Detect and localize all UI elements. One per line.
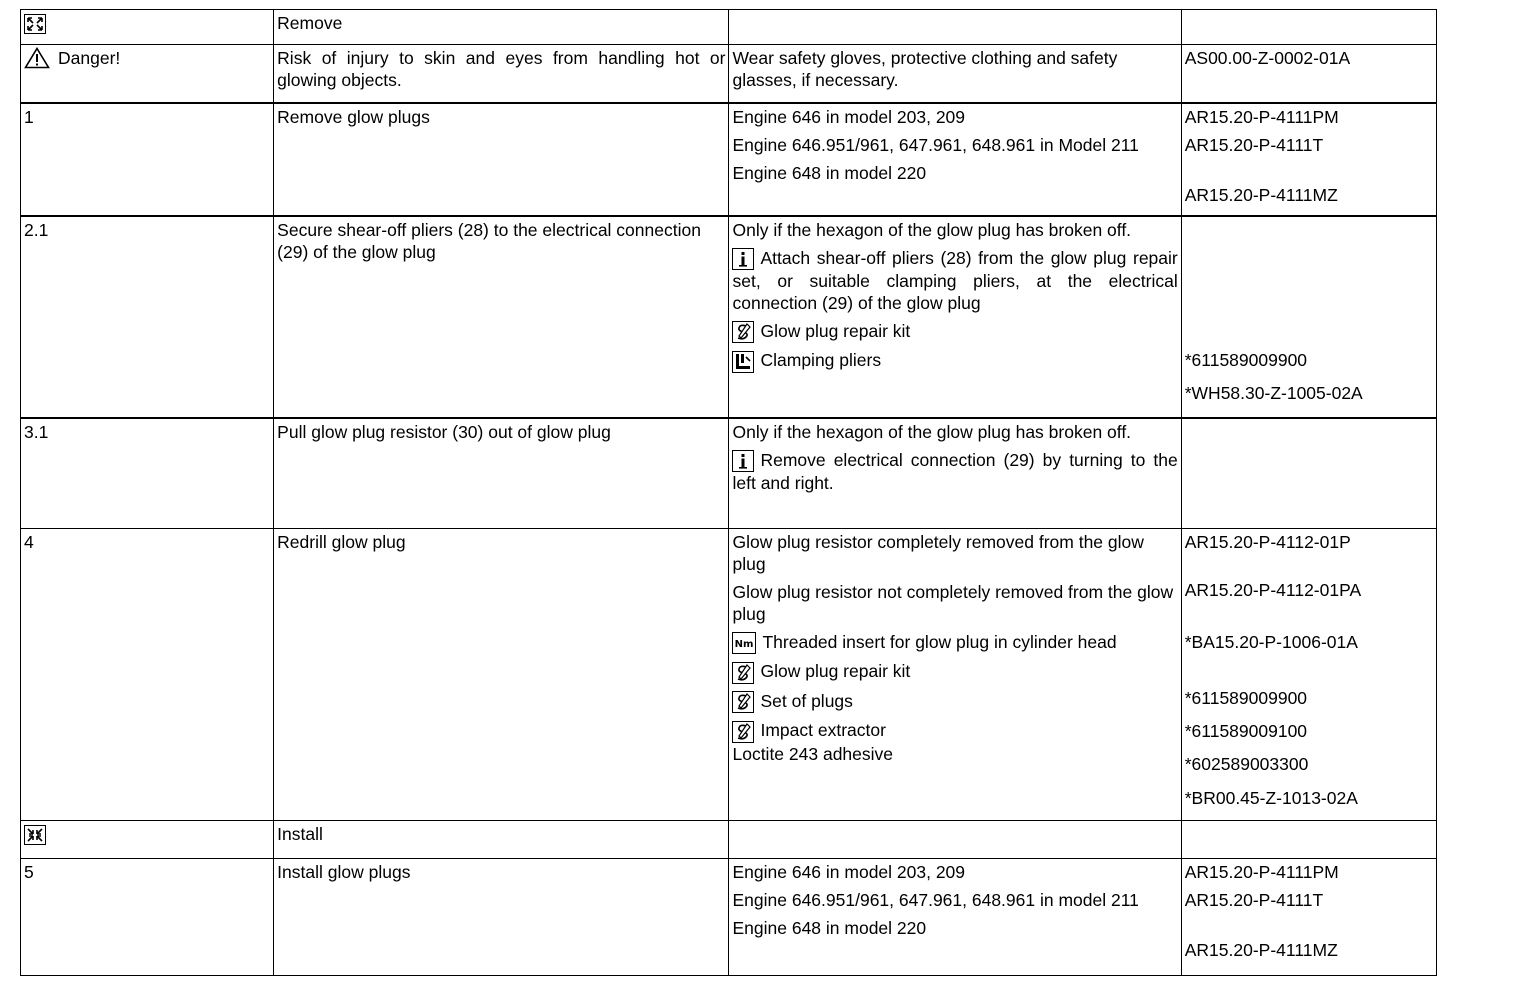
reference-link[interactable]: AR15.20-P-4111PM xyxy=(1184,862,1339,882)
tool-item xyxy=(732,660,1177,683)
tool-name: Clamping pliers xyxy=(760,350,882,371)
step-action: Pull glow plug resistor (30) out of glow plug xyxy=(274,418,729,529)
tool-item xyxy=(732,349,1177,372)
special-tool-icon xyxy=(732,691,754,713)
reference-link[interactable]: AR15.20-P-4111PM xyxy=(1184,106,1339,127)
step-3-1-row xyxy=(21,418,1437,529)
danger-label: Danger! xyxy=(58,48,121,68)
reference-link[interactable]: AR15.20-P-4111T xyxy=(1184,134,1324,155)
step-action: Remove glow plugs xyxy=(274,103,729,216)
special-tool-icon xyxy=(732,662,754,684)
condition-text: Engine 646.951/961, 647.961, 648.961 in Model 211 xyxy=(732,134,1139,155)
remove-row xyxy=(21,10,1437,45)
step-action: Secure shear-off pliers (28) to the electrical connection (29) of the glow plug xyxy=(274,216,729,418)
torque-item xyxy=(732,631,1177,654)
reference-link[interactable]: AR15.20-P-4112-01PA xyxy=(1184,580,1362,600)
danger-measure-text: Wear safety gloves, protective clothing and safety glasses, if necessary. xyxy=(729,45,1181,103)
condition-text: Engine 646 in model 203, 209 xyxy=(732,106,966,127)
info-note xyxy=(732,247,1177,314)
info-note-text: Remove electrical connection (29) by turning to the left and right. xyxy=(732,449,1178,493)
torque-nm-icon xyxy=(732,632,756,654)
step-4-row xyxy=(21,529,1437,821)
procedure-table xyxy=(20,9,1437,976)
tool-ref[interactable]: *611589009100 xyxy=(1184,721,1308,741)
reference-link[interactable]: AR15.20-P-4111MZ xyxy=(1184,940,1338,960)
special-tool-icon xyxy=(732,721,754,743)
condition-text: Engine 646 in model 203, 209 xyxy=(732,862,966,882)
remove-icon-cell xyxy=(21,10,274,45)
tool-ref[interactable]: *602589003300 xyxy=(1184,754,1309,774)
tool-item xyxy=(732,719,1177,742)
remove-label: Remove xyxy=(274,10,729,45)
step-number: 5 xyxy=(21,859,274,976)
danger-risk-text: Risk of injury to skin and eyes from handling hot or glowing objects. xyxy=(274,45,729,103)
step-2-1-row xyxy=(21,216,1437,418)
install-row xyxy=(21,821,1437,859)
tool-item xyxy=(732,320,1177,343)
tool-name: Glow plug repair kit xyxy=(760,320,911,341)
reference-link[interactable]: AR15.20-P-4111MZ xyxy=(1184,184,1338,205)
step-5-row xyxy=(21,859,1437,976)
info-note xyxy=(732,449,1177,494)
install-label: Install xyxy=(274,821,729,859)
condition-text: Engine 648 in model 220 xyxy=(732,918,927,938)
tool-ref[interactable]: *611589009900 xyxy=(1184,688,1308,708)
install-arrows-icon xyxy=(24,825,46,845)
tool-ref[interactable]: *BA15.20-P-1006-01A xyxy=(1184,632,1358,652)
danger-row xyxy=(21,45,1437,103)
warning-triangle-icon xyxy=(24,47,50,69)
condition-text: Glow plug resistor completely removed from the glow plug xyxy=(732,532,1144,574)
info-icon xyxy=(732,248,754,270)
adhesive-ref[interactable]: *BR00.45-Z-1013-02A xyxy=(1184,788,1358,808)
info-note-text: Attach shear-off pliers (28) from the glow plug repair set, or suitable clamping pliers, at the electrical connection (29) of the glow plug xyxy=(732,247,1178,313)
tool-name: Glow plug repair kit xyxy=(760,661,911,682)
condition-text: Only if the hexagon of the glow plug has broken off. xyxy=(732,421,1132,442)
tool-ref[interactable]: *WH58.30-Z-1005-02A xyxy=(1184,382,1363,403)
danger-ref: AS00.00-Z-0002-01A xyxy=(1181,45,1436,103)
special-tool-icon xyxy=(732,321,754,343)
condition-text: Glow plug resistor not completely removed from the glow plug xyxy=(732,582,1174,624)
step-number: 1 xyxy=(21,103,274,216)
adhesive-text: Loctite 243 adhesive xyxy=(732,743,894,764)
tool-ref[interactable]: *611589009900 xyxy=(1184,349,1308,370)
torque-text: Threaded insert for glow plug in cylinder head xyxy=(762,632,1117,652)
commercial-tool-icon xyxy=(732,351,754,373)
tool-item xyxy=(732,690,1177,713)
step-number: 4 xyxy=(21,529,274,821)
condition-text: Engine 648 in model 220 xyxy=(732,162,927,183)
remove-arrows-icon xyxy=(24,14,46,34)
svg-text:Nm: Nm xyxy=(735,639,754,651)
step-number: 3.1 xyxy=(21,418,274,529)
step-number: 2.1 xyxy=(21,216,274,418)
reference-link[interactable]: AR15.20-P-4112-01P xyxy=(1184,532,1351,552)
reference-link[interactable]: AR15.20-P-4111T xyxy=(1184,890,1324,910)
tool-name: Impact extractor xyxy=(760,720,886,741)
step-action: Install glow plugs xyxy=(274,859,729,976)
step-action: Redrill glow plug xyxy=(274,529,729,821)
tool-name: Set of plugs xyxy=(760,690,853,711)
condition-text: Engine 646.951/961, 647.961, 648.961 in model 211 xyxy=(732,890,1139,910)
info-icon xyxy=(732,450,754,472)
condition-text: Only if the hexagon of the glow plug has broken off. xyxy=(732,219,1132,240)
step-1-row xyxy=(21,103,1437,216)
